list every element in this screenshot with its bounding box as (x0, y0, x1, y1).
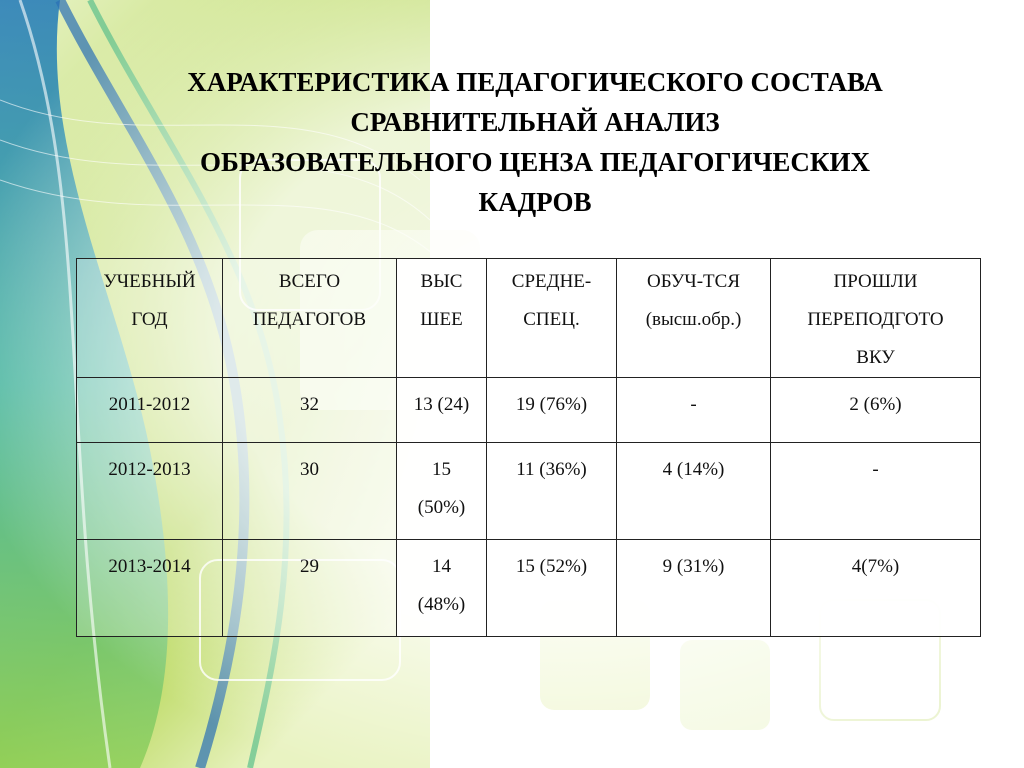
header-studying: ОБУЧ-ТСЯ (высш.обр.) (617, 259, 771, 378)
cell-retrained: 4(7%) (771, 540, 981, 637)
cell-higher: 15 (50%) (397, 443, 487, 540)
staff-education-table (76, 258, 981, 637)
table-row (77, 443, 981, 540)
cell-studying: 4 (14%) (617, 443, 771, 540)
cell-year: 2011-2012 (77, 378, 223, 443)
table-row (77, 378, 981, 443)
title-line-1: ХАРАКТЕРИСТИКА ПЕДАГОГИЧЕСКОГО СОСТАВА (187, 67, 883, 97)
title-line-2: СРАВНИТЕЛЬНАЙ АНАЛИЗ (350, 107, 720, 137)
cell-year: 2013-2014 (77, 540, 223, 637)
title-line-4: КАДРОВ (478, 187, 592, 217)
table-row (77, 540, 981, 637)
cell-secondary-special: 15 (52%) (487, 540, 617, 637)
slide-title (70, 62, 1000, 222)
header-higher-education: ВЫС ШЕЕ (397, 259, 487, 378)
title-line-3: ОБРАЗОВАТЕЛЬНОГО ЦЕНЗА ПЕДАГОГИЧЕСКИХ (200, 147, 870, 177)
header-total-teachers: ВСЕГО ПЕДАГОГОВ (223, 259, 397, 378)
cell-higher: 13 (24) (397, 378, 487, 443)
cell-total: 29 (223, 540, 397, 637)
header-retrained: ПРОШЛИ ПЕРЕПОДГОТО ВКУ (771, 259, 981, 378)
cell-retrained: - (771, 443, 981, 540)
cell-studying: 9 (31%) (617, 540, 771, 637)
header-academic-year: УЧЕБНЫЙ ГОД (77, 259, 223, 378)
cell-studying: - (617, 378, 771, 443)
cell-secondary-special: 11 (36%) (487, 443, 617, 540)
header-secondary-special: СРЕДНЕ- СПЕЦ. (487, 259, 617, 378)
cell-higher: 14 (48%) (397, 540, 487, 637)
cell-total: 30 (223, 443, 397, 540)
cell-total: 32 (223, 378, 397, 443)
cell-year: 2012-2013 (77, 443, 223, 540)
table-header-row (77, 259, 981, 378)
cell-retrained: 2 (6%) (771, 378, 981, 443)
cell-secondary-special: 19 (76%) (487, 378, 617, 443)
